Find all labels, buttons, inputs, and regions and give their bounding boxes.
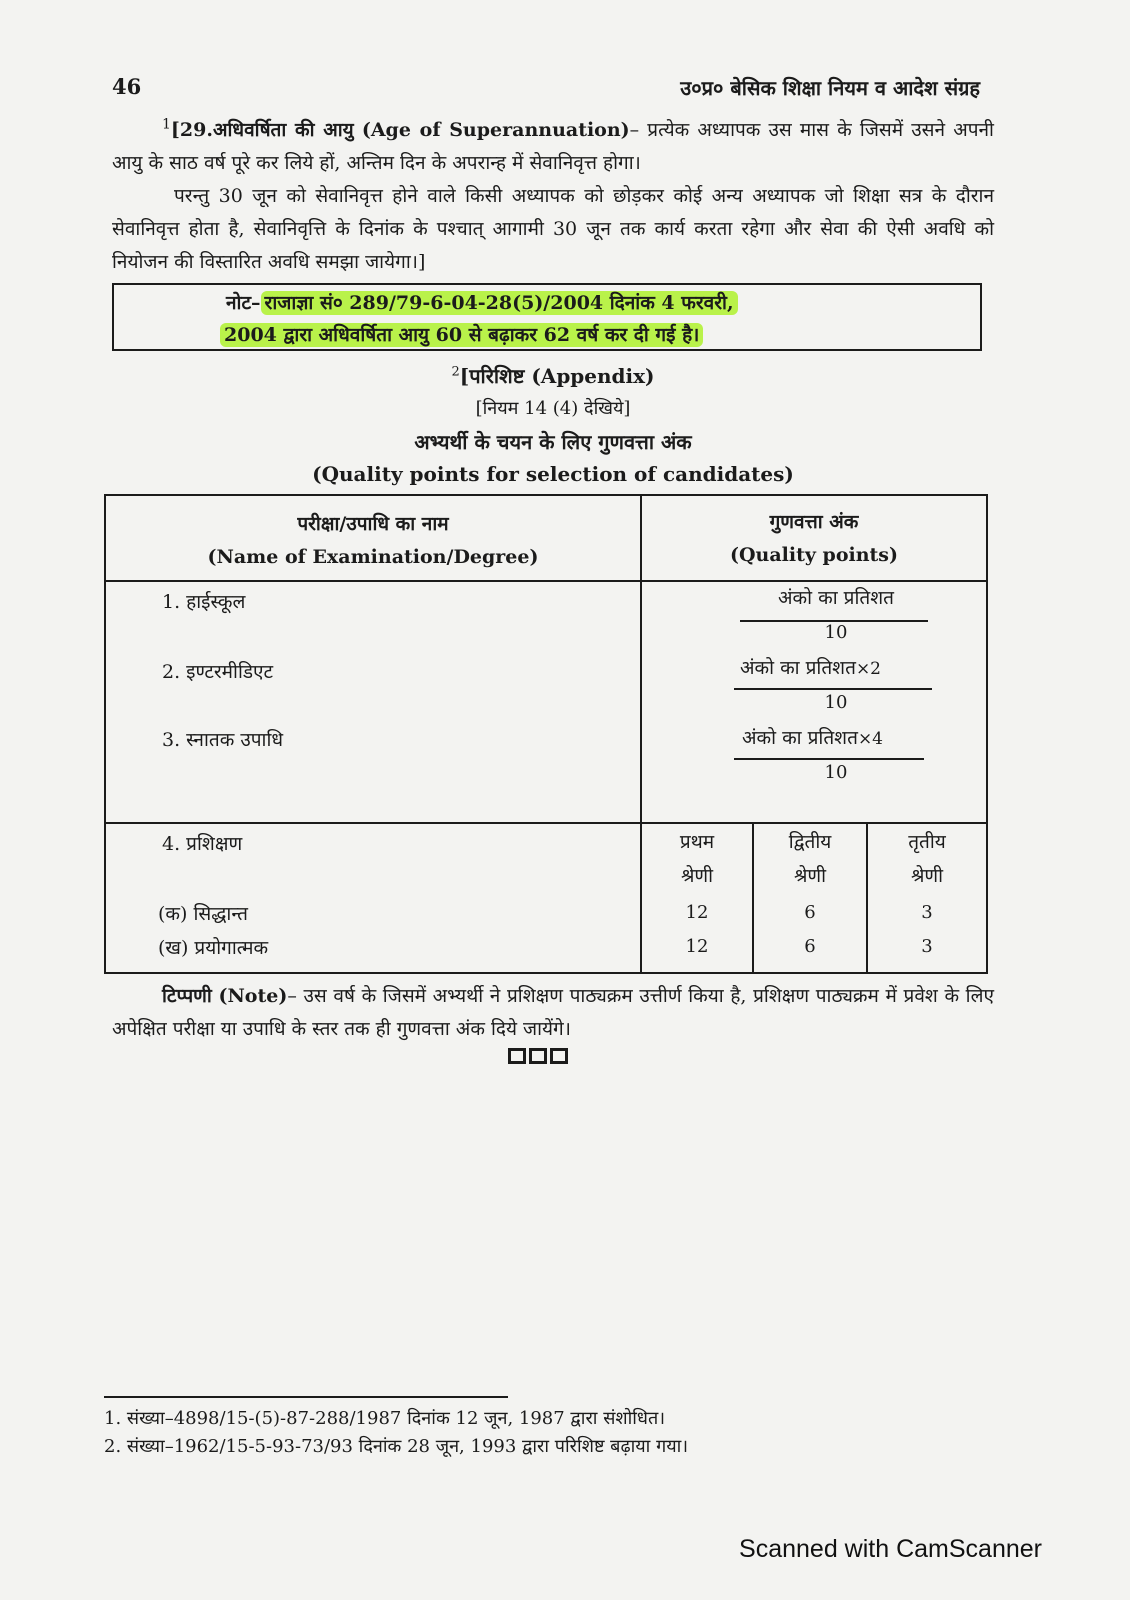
denominator-intermediate: 10: [824, 692, 848, 713]
footnote-ref-1: 1: [162, 116, 171, 133]
footnote-rule: [104, 1396, 508, 1398]
numerator-graduate-text: अंको का प्रतिशत: [742, 727, 858, 749]
proviso-text: परन्तु 30 जून को सेवानिवृत्त होने वाले किसी अध्यापक को छोड़कर कोई अन्य अध्यापक जो शिक्षा सत्र के दौरान सेवानिवृत्त होता है, सेवानिवृत्ति के दिनांक के पश्चात् आगामी 30 जून तक कार्य करता रहेगा और सेवा की ऐसी अवधि को नियोजन की विस्तारित अवधि समझा जायेगा।]: [112, 185, 994, 273]
note-highlight-2: 2004 द्वारा अधिवर्षिता आयु 60 से बढ़ाकर 62 वर्ष कर दी गई है।: [220, 323, 703, 347]
exam-name-graduate: 3. स्नातक उपाधि: [162, 729, 284, 751]
practical-third: 3: [921, 936, 933, 957]
scanner-watermark: Scanned with CamScanner: [739, 1535, 1042, 1563]
col-header-exam-hi: परीक्षा/उपाधि का नाम: [297, 513, 449, 535]
note-highlight-1: राजाज्ञा सं० 289/79-6-04-28(5)/2004 दिनांक 4 फरवरी,: [261, 291, 738, 315]
division-first-l1: प्रथम: [679, 831, 715, 853]
appendix-title: [112, 362, 994, 389]
rule-title-en: (Age of Superannuation): [361, 119, 630, 141]
division-second-l1: द्वितीय: [788, 831, 832, 853]
fraction-bar-intermediate: [734, 688, 932, 690]
superannuation-paragraph: [112, 114, 994, 180]
note-box: [112, 283, 982, 351]
rule-text: – प्रत्येक अध्यापक उस मास के जिसमें उसने अपनी आयु के साठ वर्ष पूरे कर लिये हों, अन्तिम दिन के अपरान्ह में सेवानिवृत्त होगा।: [112, 119, 994, 174]
exam-name-intermediate: 2. इण्टरमीडिएट: [162, 661, 274, 683]
training-theory: (क) सिद्धान्त: [158, 903, 249, 925]
practical-second: 6: [804, 936, 816, 957]
end-marks: [508, 1048, 568, 1064]
remark-text: – उस वर्ष के जिसमें अभ्यर्थी ने प्रशिक्षण पाठ्यक्रम उत्तीर्ण किया है, प्रशिक्षण पाठ्यक्रम में प्रवेश के लिए अपेक्षित परीक्षा या उपाधि के स्तर तक ही गुणवत्ता अंक दिये जायेंगे।: [112, 985, 994, 1040]
division-third-l2: श्रेणी: [910, 865, 944, 887]
appendix-subtitle: [नियम 14 (4) देखिये]: [475, 398, 631, 419]
note-line-2: [220, 321, 703, 347]
col-header-points-en: (Quality points): [730, 544, 898, 566]
numerator-intermediate: [740, 654, 881, 680]
numerator-intermediate-text: अंको का प्रतिशत: [740, 657, 856, 679]
theory-first: 12: [685, 902, 709, 923]
multiplier-intermediate: ×2: [855, 659, 881, 679]
multiplier-graduate: ×4: [857, 729, 883, 749]
col-header-exam-en: (Name of Examination/Degree): [207, 546, 539, 568]
footnote-1: 1. संख्या–4898/15-(5)-87-288/1987 दिनांक 12 जून, 1987 द्वारा संशोधित।: [104, 1408, 666, 1429]
remark-label-en: (Note): [218, 985, 288, 1007]
proviso-paragraph: [112, 180, 994, 279]
remark-paragraph: [112, 980, 994, 1046]
appendix-heading-hi: अभ्यर्थी के चयन के लिए गुणवत्ता अंक: [414, 430, 692, 454]
division-third-l1: तृतीय: [908, 831, 946, 853]
remark-label: टिप्पणी: [162, 985, 212, 1007]
theory-third: 3: [921, 902, 933, 923]
table-header-rule: [106, 580, 986, 582]
table-training-rule: [106, 822, 986, 824]
exam-name-highschool: 1. हाईस्कूल: [162, 591, 246, 613]
appendix-title-text: [परिशिष्ट (Appendix): [459, 364, 655, 388]
numerator-graduate: [742, 724, 883, 750]
appendix-heading-en: (Quality points for selection of candidates): [312, 462, 794, 486]
practical-first: 12: [685, 936, 709, 957]
division-second-l2: श्रेणी: [793, 865, 827, 887]
page-number: 46: [112, 74, 142, 99]
theory-second: 6: [804, 902, 816, 923]
footnote-2: 2. संख्या–1962/15-5-93-73/93 दिनांक 28 जून, 1993 द्वारा परिशिष्ट बढ़ाया गया।: [104, 1436, 689, 1457]
rule-title: [29.अधिवर्षिता की आयु: [170, 119, 354, 141]
col-header-points-hi: गुणवत्ता अंक: [769, 511, 859, 533]
division-first-l2: श्रेणी: [680, 865, 714, 887]
training-practical: (ख) प्रयोगात्मक: [158, 937, 269, 959]
fraction-bar-graduate: [734, 758, 924, 760]
note-line-1: [226, 289, 738, 315]
numerator-highschool: अंको का प्रतिशत: [778, 587, 894, 609]
end-mark-square-icon: [508, 1048, 526, 1064]
end-mark-square-icon: [550, 1048, 568, 1064]
denominator-highschool: 10: [824, 622, 848, 643]
quality-points-table: [104, 494, 988, 974]
note-label: नोट–: [226, 292, 261, 314]
table-divider-main: [640, 496, 642, 972]
running-title: उ०प्र० बेसिक शिक्षा नियम व आदेश संग्रह: [680, 76, 980, 100]
page-header: [112, 72, 980, 106]
footnote-ref-2: 2: [451, 364, 460, 380]
training-title: 4. प्रशिक्षण: [162, 833, 243, 855]
end-mark-square-icon: [529, 1048, 547, 1064]
denominator-graduate: 10: [824, 762, 848, 783]
